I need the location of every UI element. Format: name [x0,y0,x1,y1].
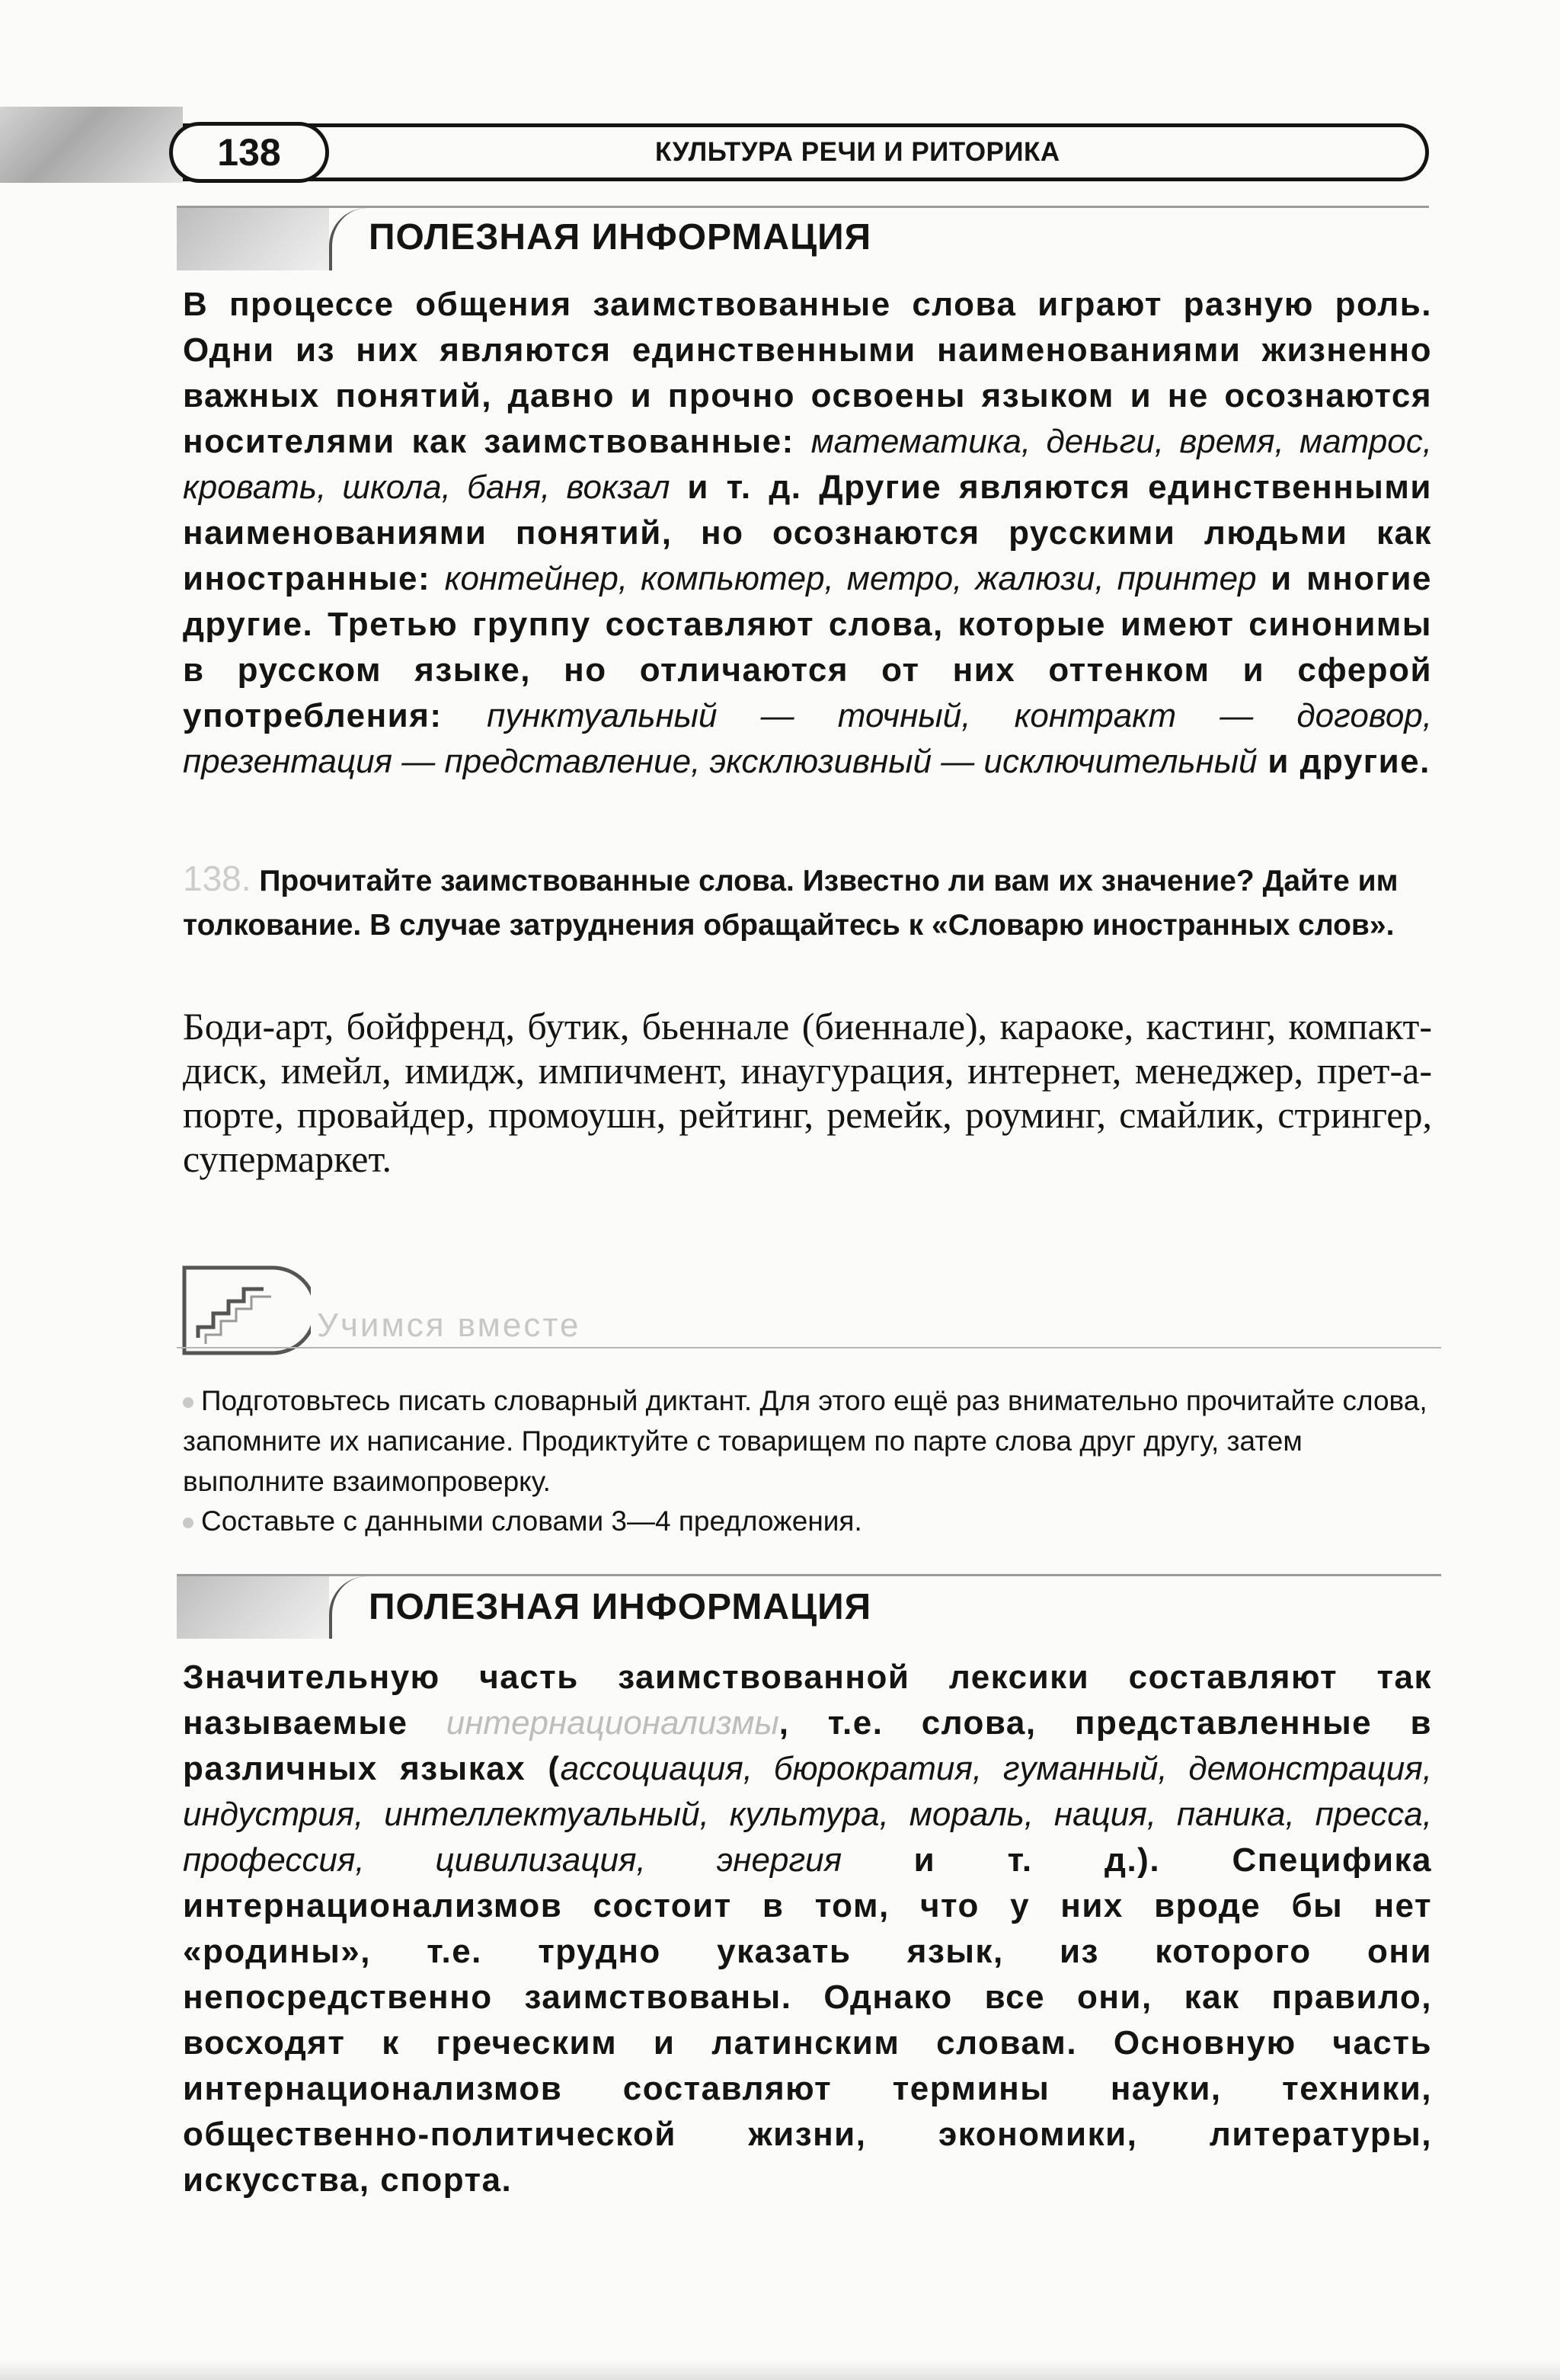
info-box-2-text [183,1655,1432,2199]
info-box-2-segment: ассоциация, бюрократия, гуманный, демонстрация, индустрия, интеллектуальный, культура, мораль, нация, паника, пресса, профессия, цивилизация, энергия [183,1750,1432,1879]
info-box-2-tab-edge [329,1576,367,1639]
learn-together-title: Учимся вместе [317,1307,581,1344]
page-number: 138 [169,122,329,183]
learn-together-item [183,1501,1440,1541]
learn-together-item [183,1380,1440,1502]
stairs-icon [181,1265,311,1356]
exercise-number: 138. [183,859,251,898]
info-box-1-text [183,282,1432,830]
info-box-1-segment: контейнер, компьютер, метро, жалюзи, принтер [444,560,1257,597]
info-box-1-segment: В процессе общения заимствованные слова играют разную роль. Одни из них являются единственными наименованиями жизненно важных понятий, давно и прочно освоены языком и не осознаются носителями как заимствованные: [183,286,1432,460]
info-box-1-tab-edge [329,208,367,270]
info-box-2-segment: и т. д.). Специфика интернационализмов состоит в том, что у них вроде бы нет «родины», т.е. трудно указать язык, из которого они непосредственно заимствованы. Однако все они, как правило, восходят к греческим и латинским словам. Основную часть интернационализмов составляют термины науки, техники, общественно-политической жизни, экономики, литературы, искусства, спорта. [183,1841,1432,2199]
bullet-icon [183,1397,193,1408]
exercise-instruction [183,856,1432,948]
info-box-2-segment: интернационализмы [446,1704,779,1742]
info-box-1-segment: и многие другие. Третью группу составляют слова, которые имеют синонимы в русском языке, но отличаются от них оттенком и сферой употребления: [183,560,1432,734]
header-corner-decoration [0,107,183,183]
info-box-1-segment: математика, деньги, время, матрос, кровать, школа, баня, вокзал [183,423,1432,506]
info-box-1-title: ПОЛЕЗНАЯ ИНФОРМАЦИЯ [369,217,872,258]
info-box-2-segment: , т.е. слова, представленные в различных языках ( [183,1704,1432,1787]
info-box-2-tab [177,1576,329,1639]
exercise-word-list: Боди-арт, бойфренд, бутик, бьеннале (биеннале), караоке, кастинг, компакт-диск, имейл, имидж, импичмент, инаугурация, интернет, менеджер, прет-а-порте, провайдер, промоушн, рейтинг, ремейк, роуминг, смайлик, стрингер, супермаркет. [183,1005,1432,1180]
info-box-1-tab [177,208,329,270]
learn-together-rule [177,1347,1441,1348]
exercise-instruction-text: Прочитайте заимствованные слова. Известно ли вам их значение? Дайте им толкование. В случае затруднения обращайтесь к «Словарю иностранных слов». [183,865,1399,942]
info-box-1-segment: и другие. [1257,743,1431,780]
info-box-2-segment: Значительную часть заимствованной лексики составляют так называемые [183,1659,1432,1742]
info-box-1-segment: пунктуальный — точный, контракт — договор, презентация — представление, эксклюзивный — исключительный [183,697,1432,780]
page-bottom-edge [0,2360,1560,2380]
learn-together-item-text: Подготовьтесь писать словарный диктант. Для этого ещё раз внимательно прочитайте слова, запомните их написание. Продиктуйте с товарищем по парте слова друг другу, затем выполните взаимопроверку. [183,1385,1427,1497]
info-box-2-title: ПОЛЕЗНАЯ ИНФОРМАЦИЯ [369,1587,872,1627]
running-title: КУЛЬТУРА РЕЧИ И РИТОРИКА [655,137,1060,167]
learn-together-item-text: Составьте с данными словами 3—4 предложения. [201,1505,862,1537]
bullet-icon [183,1518,193,1528]
info-box-1-segment: и т. д. Другие являются единственными наименованиями понятий, но осознаются русскими людьми как иностранные: [183,469,1432,597]
